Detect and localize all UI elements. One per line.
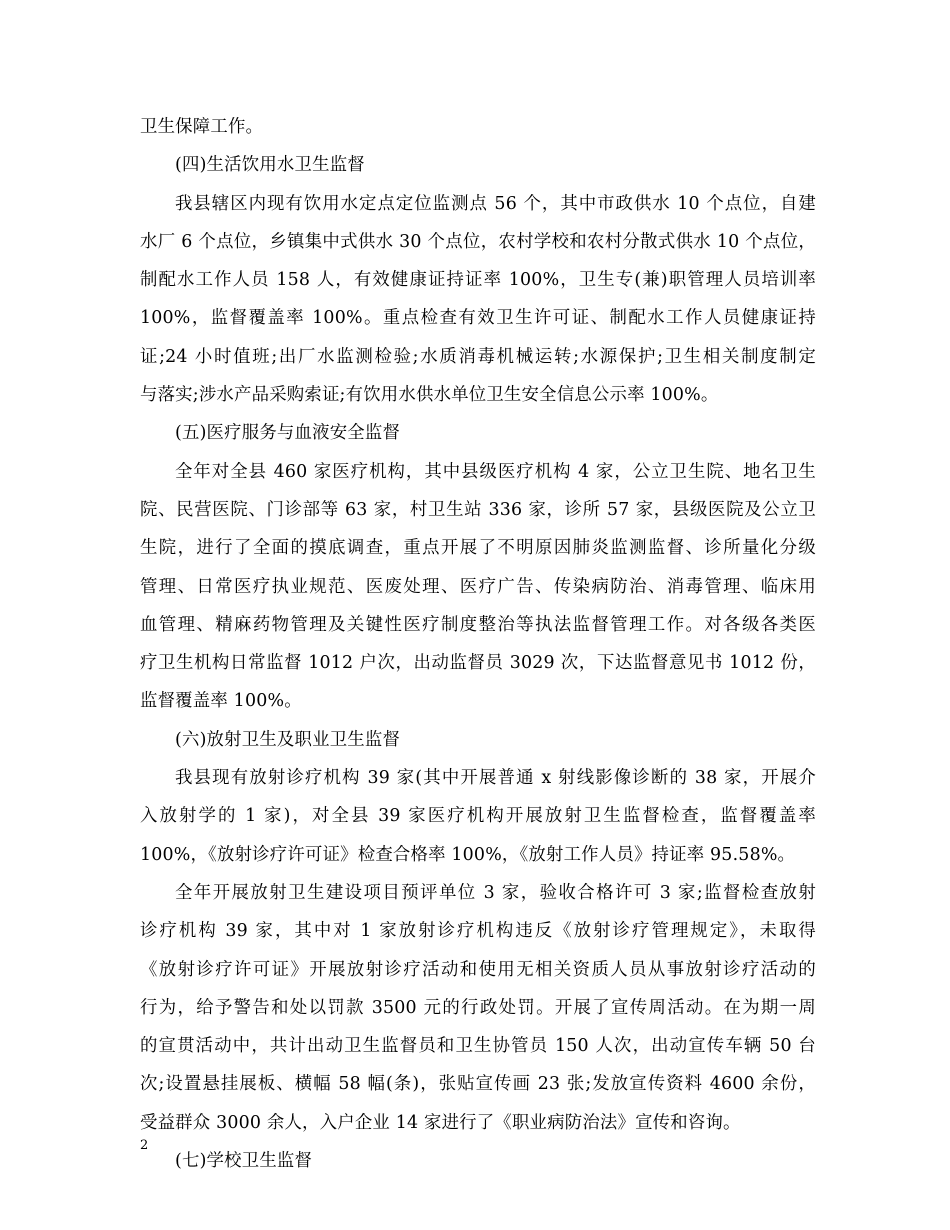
text-line: 监督覆盖率 100%。 xyxy=(140,691,302,712)
section-heading: (七)学校卫生监督 xyxy=(175,1151,313,1172)
text-line: 血管理、精麻药物管理及关键性医疗制度整治等执法监督管理工作。对各级各类医 xyxy=(140,614,816,635)
page-number: 2 xyxy=(140,1138,149,1153)
text-line: 入放射学的 1 家)，对全县 39 家医疗机构开展放射卫生监督检查，监督覆盖率 xyxy=(140,806,816,827)
text-line: 《放射诊疗许可证》开展放射诊疗活动和使用无相关资质人员从事放射诊疗活动的 xyxy=(140,959,816,980)
text-line: 我县现有放射诊疗机构 39 家(其中开展普通 x 射线影像诊断的 38 家，开展介 xyxy=(175,768,816,789)
text-line: 卫生保障工作。 xyxy=(140,117,264,137)
section-heading: (四)生活饮用水卫生监督 xyxy=(175,155,365,176)
text-line: 水厂 6 个点位，乡镇集中式供水 30 个点位，农村学校和农村分散式供水 10 个点位， xyxy=(140,231,816,252)
document-body xyxy=(140,108,816,1180)
text-line: 行为，给予警告和处以罚款 3500 元的行政处罚。开展了宣传周活动。在为期一周 xyxy=(140,997,816,1018)
text-line: 疗卫生机构日常监督 1012 户次，出动监督员 3029 次，下达监督意见书 1012 份， xyxy=(140,653,816,674)
text-line: 院、民营医院、门诊部等 63 家，村卫生站 336 家，诊所 57 家，县级医院及公立卫 xyxy=(140,499,816,520)
text-line: 诊疗机构 39 家，其中对 1 家放射诊疗机构违反《放射诊疗管理规定》，未取得 xyxy=(140,921,816,942)
text-line: 全年开展放射卫生建设项目预评单位 3 家，验收合格许可 3 家;监督检查放射 xyxy=(175,882,817,903)
text-line: 的宣贯活动中，共计出动卫生监督员和卫生协管员 150 人次，出动宣传车辆 50 台 xyxy=(140,1036,816,1057)
text-line: 制配水工作人员 158 人，有效健康证持证率 100%，卫生专(兼)职管理人员培训率 xyxy=(140,270,816,291)
section-heading: (五)医疗服务与血液安全监督 xyxy=(175,423,401,444)
text-line: 管理、日常医疗执业规范、医废处理、医疗广告、传染病防治、消毒管理、临床用 xyxy=(140,576,816,597)
text-line: 100%，监督覆盖率 100%。重点检查有效卫生许可证、制配水工作人员健康证持 xyxy=(140,308,816,329)
section-heading: (六)放射卫生及职业卫生监督 xyxy=(175,729,401,750)
text-line: 次;设置悬挂展板、横幅 58 幅(条)，张贴宣传画 23 张;发放宣传资料 4600 余份， xyxy=(140,1074,816,1095)
text-line: 与落实;涉水产品采购索证;有饮用水供水单位卫生安全信息公示率 100%。 xyxy=(140,385,719,406)
text-line: 生院，进行了全面的摸底调查，重点开展了不明原因肺炎监测监督、诊所量化分级 xyxy=(140,538,816,559)
text-line: 我县辖区内现有饮用水定点定位监测点 56 个，其中市政供水 10 个点位，自建 xyxy=(175,193,816,214)
text-line: 全年对全县 460 家医疗机构，其中县级医疗机构 4 家，公立卫生院、地名卫生 xyxy=(175,461,816,482)
text-line: 100%，《放射诊疗许可证》检查合格率 100%，《放射工作人员》持证率 95.58%。 xyxy=(140,844,796,865)
text-line: 受益群众 3000 余人，入户企业 14 家进行了《职业病防治法》宣传和咨询。 xyxy=(140,1112,741,1133)
text-line: 证;24 小时值班;出厂水监测检验;水质消毒机械运转;水源保护;卫生相关制度制定 xyxy=(140,346,816,367)
